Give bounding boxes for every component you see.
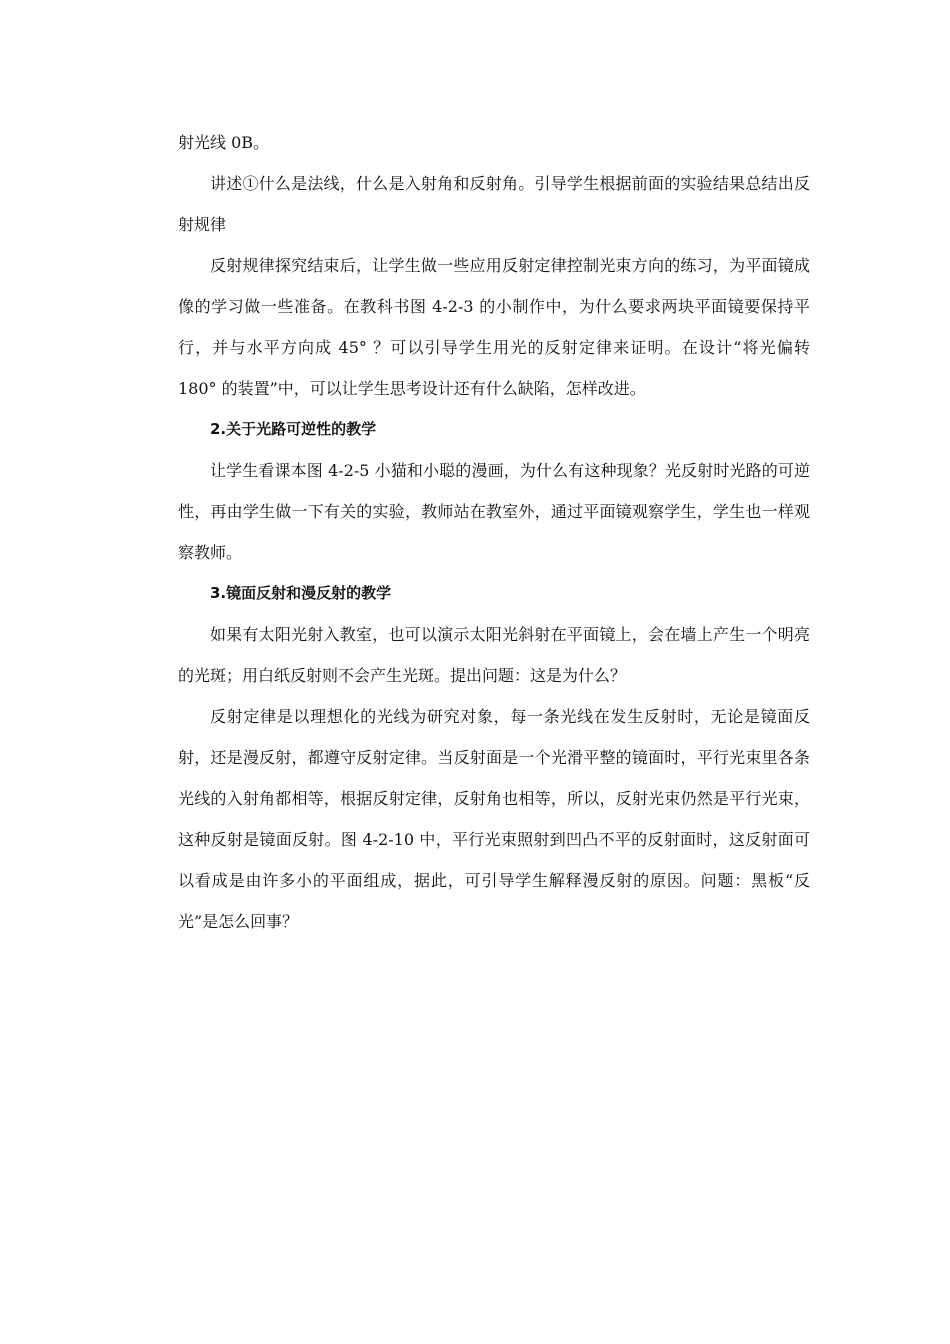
section-heading-specular-diffuse: 3.镜面反射和漫反射的教学 <box>210 584 392 602</box>
paragraph-reversibility: 让学生看课本图 4-2-5 小猫和小聪的漫画，为什么有这种现象？光反射时光路的可逆性，再由学生做一下有关的实验，教师站在教室外，通过平面镜观察学生，学生也一样观察教师。 <box>178 461 810 562</box>
paragraph-normal-and-angles: 讲述①什么是法线，什么是入射角和反射角。引导学生根据前面的实验结果总结出反射规律 <box>178 174 810 234</box>
paragraph-sunlight-demo: 如果有太阳光射入教室，也可以演示太阳光斜射在平面镜上，会在墙上产生一个明亮的光斑；用白纸反射则不会产生光斑。提出问题：这是为什么？ <box>178 625 810 685</box>
paragraph-continuation: 射光线 0B。 <box>178 133 270 152</box>
document-body <box>178 122 810 942</box>
section-heading-reversibility: 2.关于光路可逆性的教学 <box>210 420 377 438</box>
paragraph-reflection-practice: 反射规律探究结束后，让学生做一些应用反射定律控制光束方向的练习，为平面镜成像的学习做一些准备。在教科书图 4-2-3 的小制作中，为什么要求两块平面镜要保持平行，并与水平方向成 45° ？可以引导学生用光的反射定律来证明。在设计“将光偏转 180° 的装置”中，可以让学生思考设计还有什么缺陷，怎样改进。 <box>178 256 810 398</box>
paragraph-reflection-law: 反射定律是以理想化的光线为研究对象，每一条光线在发生反射时，无论是镜面反射，还是漫反射，都遵守反射定律。当反射面是一个光滑平整的镜面时，平行光束里各条光线的入射角都相等，根据反射定律，反射角也相等，所以，反射光束仍然是平行光束，这种反射是镜面反射。图 4-2-10 中，平行光束照射到凹凸不平的反射面时，这反射面可以看成是由许多小的平面组成，据此，可引导学生解释漫反射的原因。问题：黑板“反光”是怎么回事？ <box>178 707 810 931</box>
